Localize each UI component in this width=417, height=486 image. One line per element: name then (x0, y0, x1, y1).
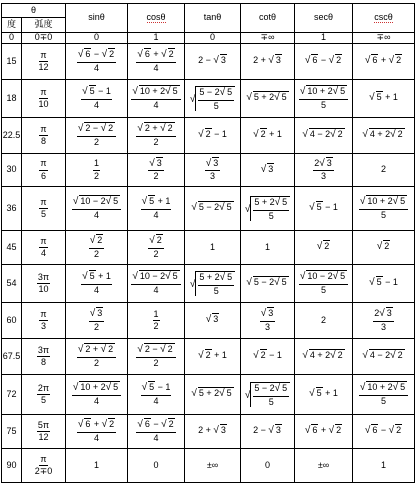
cos-value-cell: $\frac{√ 5 + 1}{4}$ (128, 187, 185, 231)
radian-cell: $\frac{\pi}{2\mp 0}$ (22, 449, 66, 483)
csc-value-cell: √ 6 + √ 2 (353, 44, 415, 80)
table-row (2, 118, 415, 154)
degree-header: 度 (2, 18, 22, 33)
table-row (2, 449, 415, 483)
sec-value-cell: √ 4 − 2√ 2 (295, 118, 353, 154)
sin-value-cell: $\frac{√ 3}{2}$ (66, 303, 128, 339)
csc-value-cell: ∓∞ (353, 33, 415, 44)
degree-cell: 72 (2, 375, 22, 415)
csc-value-cell: $\frac{√ 10 + 2√ 5}{5}$ (353, 375, 415, 415)
tan-value-cell: √ 5 − 2√ 5 (185, 187, 241, 231)
degree-cell: 60 (2, 303, 22, 339)
sec-header: secθ (295, 4, 353, 33)
csc-value-cell: √ 4 + 2√ 2 (353, 118, 415, 154)
sec-value-cell: $\frac{√ 10 + 2√ 5}{5}$ (295, 80, 353, 118)
radian-cell: $\frac{\pi}{4}$ (22, 231, 66, 265)
cos-value-cell: $\frac{√ 2 - √ 2}{2}$ (128, 339, 185, 375)
cot-value-cell: √ 2 + 1 (241, 118, 295, 154)
radian-cell: $\frac{3\pi}{8}$ (22, 339, 66, 375)
header-row-theta (2, 4, 415, 18)
degree-cell: 18 (2, 80, 22, 118)
radian-cell: $\frac{\pi}{8}$ (22, 118, 66, 154)
csc-value-cell: $\frac{2√ 3}{3}$ (353, 303, 415, 339)
sin-value-cell: $\frac{1}{2}$ (66, 154, 128, 187)
csc-value-cell: 1 (353, 449, 415, 483)
cot-value-cell: ∓∞ (241, 33, 295, 44)
cot-value-cell: 0 (241, 449, 295, 483)
cot-value-cell: $\frac{√ 3}{3}$ (241, 303, 295, 339)
radian-cell: 0∓0 (22, 33, 66, 44)
table-row (2, 187, 415, 231)
table-row (2, 33, 415, 44)
cos-value-cell: $\frac{√ 2 + √ 2}{2}$ (128, 118, 185, 154)
trig-value-table (1, 3, 415, 483)
radian-cell: $\frac{2\pi}{5}$ (22, 375, 66, 415)
sec-value-cell: ±∞ (295, 449, 353, 483)
table-row (2, 265, 415, 303)
cot-value-cell: √ 5 − 2√ 5 (241, 265, 295, 303)
sin-value-cell: $\frac{√ 6 - √ 2}{4}$ (66, 44, 128, 80)
degree-cell: 30 (2, 154, 22, 187)
cot-value-cell: 2 − √ 3 (241, 415, 295, 449)
table-row (2, 80, 415, 118)
cot-value-cell: √ $\frac{5 - 2√ 5}{5}$ (241, 375, 295, 415)
cos-value-cell: $\frac{√ 2}{2}$ (128, 231, 185, 265)
degree-cell: 54 (2, 265, 22, 303)
tan-value-cell: 2 + √ 3 (185, 415, 241, 449)
degree-cell: 75 (2, 415, 22, 449)
tan-value-cell: √ $\frac{5 - 2√ 5}{5}$ (185, 80, 241, 118)
sin-value-cell: $\frac{√ 10 - 2√ 5}{4}$ (66, 187, 128, 231)
trig-table-sheet (1, 3, 414, 484)
table-row (2, 303, 415, 339)
cos-value-cell: $\frac{√ 10 - 2√ 5}{4}$ (128, 265, 185, 303)
sec-value-cell: $\frac{2√ 3}{3}$ (295, 154, 353, 187)
tan-value-cell: 1 (185, 231, 241, 265)
cos-header (128, 4, 185, 33)
cot-value-cell: √ 2 − 1 (241, 339, 295, 375)
table-row (2, 415, 415, 449)
tan-value-cell: ±∞ (185, 449, 241, 483)
csc-value-cell: √ 5 + 1 (353, 80, 415, 118)
degree-cell: 67.5 (2, 339, 22, 375)
csc-value-cell: √ 2 (353, 231, 415, 265)
cot-value-cell: 2 + √ 3 (241, 44, 295, 80)
sec-value-cell: √ 6 − √ 2 (295, 44, 353, 80)
radian-cell: $\frac{\pi}{5}$ (22, 187, 66, 231)
tan-value-cell: 0 (185, 33, 241, 44)
csc-value-cell: √ 5 − 1 (353, 265, 415, 303)
csc-value-cell: $\frac{√ 10 + 2√ 5}{5}$ (353, 187, 415, 231)
csc-value-cell: √ 6 − √ 2 (353, 415, 415, 449)
sin-value-cell: $\frac{√ 2}{2}$ (66, 231, 128, 265)
table-row (2, 154, 415, 187)
csc-value-cell: 2 (353, 154, 415, 187)
table-body (2, 4, 415, 483)
sec-value-cell: √ 2 (295, 231, 353, 265)
sin-value-cell: 1 (66, 449, 128, 483)
sin-value-cell: $\frac{√ 10 + 2√ 5}{4}$ (66, 375, 128, 415)
table-row (2, 44, 415, 80)
cot-value-cell: √ 5 + 2√ 5 (241, 80, 295, 118)
cos-value-cell: $\frac{√ 10 + 2√ 5}{4}$ (128, 80, 185, 118)
degree-cell: 90 (2, 449, 22, 483)
table-row (2, 375, 415, 415)
tan-header: tanθ (185, 4, 241, 33)
theta-header: θ (2, 4, 66, 18)
tan-value-cell: √ 2 + 1 (185, 339, 241, 375)
degree-cell: 0 (2, 33, 22, 44)
tan-value-cell: √ 3 (185, 303, 241, 339)
sec-value-cell: $\frac{√ 10 - 2√ 5}{5}$ (295, 265, 353, 303)
sin-value-cell: $\frac{√ 6 + √ 2}{4}$ (66, 415, 128, 449)
tan-value-cell: √ $\frac{5 + 2√ 5}{5}$ (185, 265, 241, 303)
csc-value-cell: √ 4 − 2√ 2 (353, 339, 415, 375)
cos-value-cell: $\frac{√ 5 - 1}{4}$ (128, 375, 185, 415)
cos-value-cell: $\frac{√ 6 + √ 2}{4}$ (128, 44, 185, 80)
sin-header: sinθ (66, 4, 128, 33)
degree-cell: 36 (2, 187, 22, 231)
sec-value-cell: 2 (295, 303, 353, 339)
sec-value-cell: √ 5 + 1 (295, 375, 353, 415)
sec-value-cell: √ 5 − 1 (295, 187, 353, 231)
tan-value-cell: √ 5 + 2√ 5 (185, 375, 241, 415)
tan-value-cell: 2 − √ 3 (185, 44, 241, 80)
sin-value-cell: 0 (66, 33, 128, 44)
sin-value-cell: $\frac{√ 2 + √ 2}{2}$ (66, 339, 128, 375)
cot-value-cell: 1 (241, 231, 295, 265)
cos-value-cell: 1 (128, 33, 185, 44)
cos-value-cell: $\frac{√ 6 - √ 2}{4}$ (128, 415, 185, 449)
cos-value-cell: 0 (128, 449, 185, 483)
table-row (2, 231, 415, 265)
cot-value-cell: √ $\frac{5 + 2√ 5}{5}$ (241, 187, 295, 231)
degree-cell: 45 (2, 231, 22, 265)
sin-value-cell: $\frac{√ 5 - 1}{4}$ (66, 80, 128, 118)
radian-cell: $\frac{5\pi}{12}$ (22, 415, 66, 449)
radian-cell: $\frac{\pi}{6}$ (22, 154, 66, 187)
radian-header: 弧度 (22, 18, 66, 33)
cos-header-text: cosθ (146, 12, 166, 23)
cot-header: cotθ (241, 4, 295, 33)
cot-value-cell: √ 3 (241, 154, 295, 187)
radian-cell: $\frac{\pi}{10}$ (22, 80, 66, 118)
degree-cell: 22.5 (2, 118, 22, 154)
sin-value-cell: $\frac{√ 5 + 1}{4}$ (66, 265, 128, 303)
cos-value-cell: $\frac{√ 3}{2}$ (128, 154, 185, 187)
radian-cell: $\frac{\pi}{12}$ (22, 44, 66, 80)
cos-value-cell: $\frac{1}{2}$ (128, 303, 185, 339)
tan-value-cell: √ 2 − 1 (185, 118, 241, 154)
radian-cell: $\frac{3\pi}{10}$ (22, 265, 66, 303)
sec-value-cell: √ 6 + √ 2 (295, 415, 353, 449)
table-row (2, 339, 415, 375)
degree-cell: 15 (2, 44, 22, 80)
sec-value-cell: 1 (295, 33, 353, 44)
sin-value-cell: $\frac{√ 2 - √ 2}{2}$ (66, 118, 128, 154)
csc-header-text: cscθ (374, 12, 393, 23)
tan-value-cell: $\frac{√ 3}{3}$ (185, 154, 241, 187)
sec-value-cell: √ 4 + 2√ 2 (295, 339, 353, 375)
csc-header (353, 4, 415, 33)
radian-cell: $\frac{\pi}{3}$ (22, 303, 66, 339)
